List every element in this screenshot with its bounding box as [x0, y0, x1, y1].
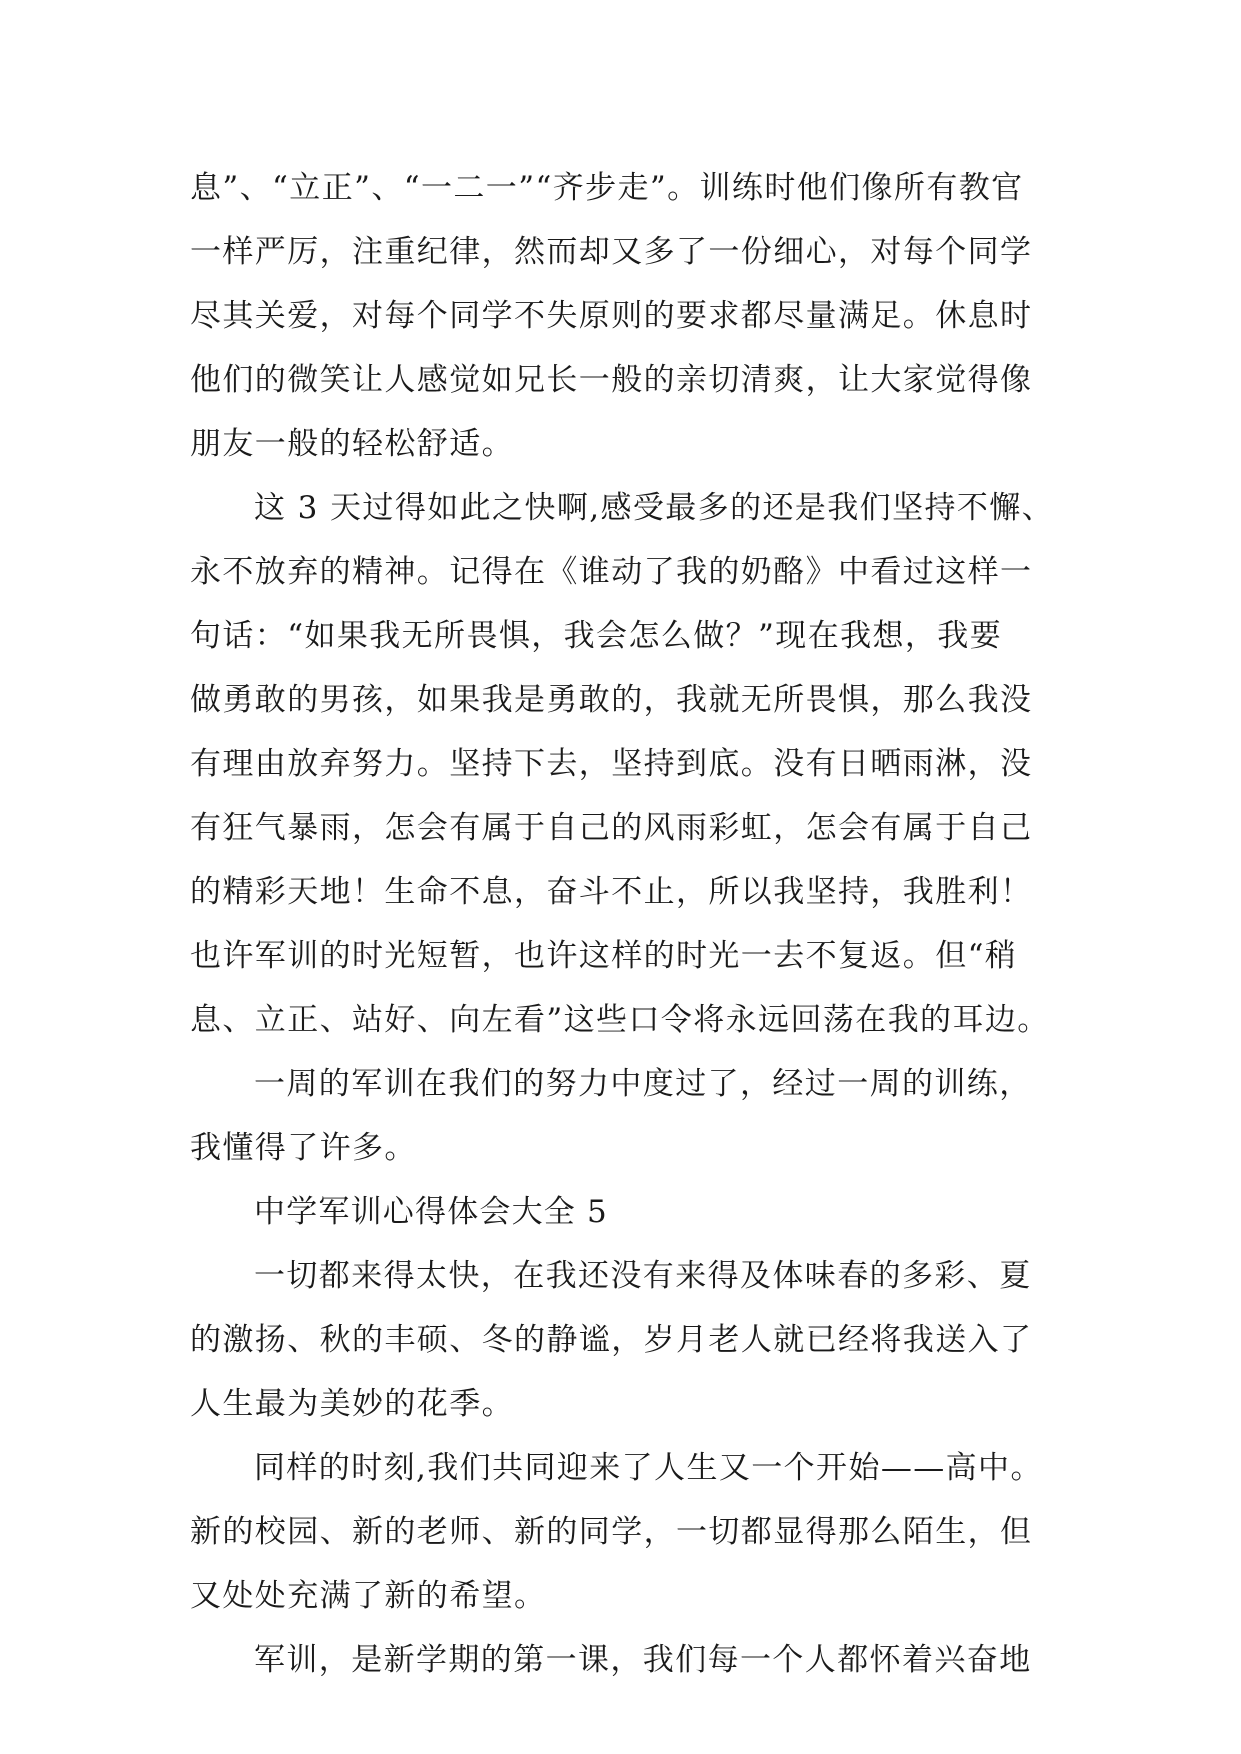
paragraph-first-line: 一切都来得太快，在我还没有来得及体味春的多彩、夏	[254, 1258, 1032, 1294]
text-line: 有狂气暴雨，怎会有属于自己的风雨彩虹，怎会有属于自己	[190, 810, 1033, 846]
section-heading: 中学军训心得体会大全 5	[254, 1194, 608, 1230]
text-line: 的精彩天地！生命不息，奋斗不止，所以我坚持，我胜利！	[190, 874, 1033, 910]
text-line: 他们的微笑让人感觉如兄长一般的亲切清爽，让大家觉得像	[190, 362, 1033, 398]
text-line: 我懂得了许多。	[190, 1130, 417, 1166]
paragraph-first-line: 这 3 天过得如此之快啊,感受最多的还是我们坚持不懈、	[254, 490, 1055, 526]
paragraph-first-line: 同样的时刻,我们共同迎来了人生又一个开始——高中。	[254, 1450, 1043, 1486]
text-line: 又处处充满了新的希望。	[190, 1578, 547, 1614]
paragraph-first-line: 军训，是新学期的第一课，我们每一个人都怀着兴奋地	[254, 1642, 1032, 1678]
text-line: 也许军训的时光短暂，也许这样的时光一去不复返。但“稍	[190, 938, 1018, 974]
text-line: 有理由放弃努力。坚持下去，坚持到底。没有日晒雨淋，没	[190, 746, 1033, 782]
article-body	[190, 156, 1055, 1692]
text-line: 新的校园、新的老师、新的同学，一切都显得那么陌生，但	[190, 1514, 1033, 1550]
text-line: 朋友一般的轻松舒适。	[190, 426, 514, 462]
text-line: 一样严厉，注重纪律，然而却又多了一份细心，对每个同学	[190, 234, 1033, 270]
text-line: 尽其关爱，对每个同学不失原则的要求都尽量满足。休息时	[190, 298, 1033, 334]
text-line: 人生最为美妙的花季。	[190, 1386, 514, 1422]
text-line: 的激扬、秋的丰硕、冬的静谧，岁月老人就已经将我送入了	[190, 1322, 1033, 1358]
text-line: 句话：“如果我无所畏惧，我会怎么做？”现在我想，我要	[190, 618, 1003, 654]
paragraph-first-line: 一周的军训在我们的努力中度过了，经过一周的训练，	[254, 1066, 1032, 1102]
text-line: 息、立正、站好、向左看”这些口令将永远回荡在我的耳边。	[190, 1002, 1050, 1038]
text-line: 息”、“立正”、“一二一”“齐步走”。训练时他们像所有教官	[190, 170, 1024, 206]
text-line: 永不放弃的精神。记得在《谁动了我的奶酪》中看过这样一	[190, 554, 1033, 590]
text-line: 做勇敢的男孩，如果我是勇敢的，我就无所畏惧，那么我没	[190, 682, 1033, 718]
